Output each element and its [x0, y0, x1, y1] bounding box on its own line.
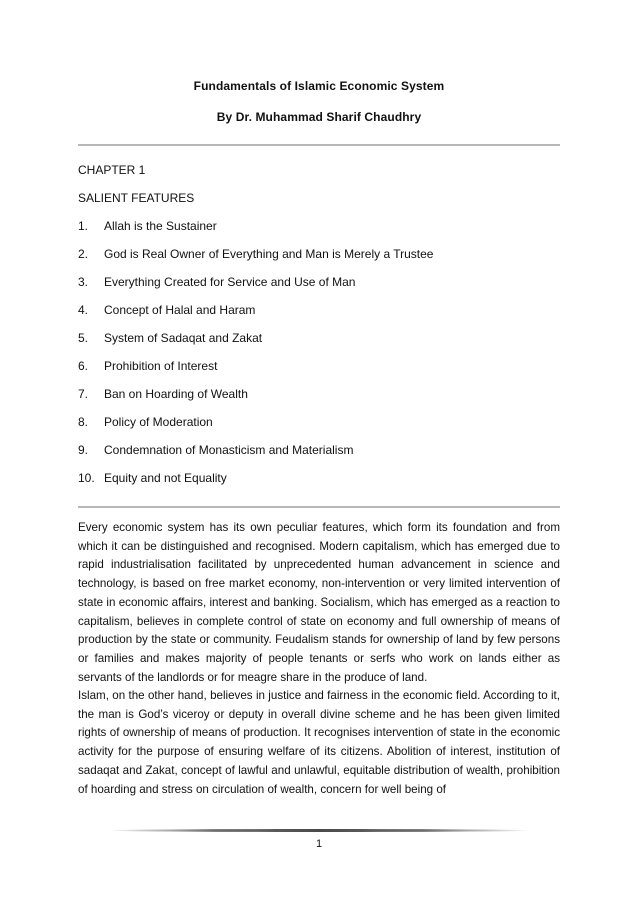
list-item-text: Ban on Hoarding of Wealth — [104, 387, 248, 401]
list-item-text: Prohibition of Interest — [104, 359, 218, 373]
list-item-number: 10. — [78, 471, 95, 485]
list-item — [78, 359, 560, 387]
document-author: By Dr. Muhammad Sharif Chaudhry — [216, 110, 422, 124]
body-paragraph-2: Islam, on the other hand, believes in justice and fairness in the economic field. According to it, the man is God’s viceroy or deputy in overall divine scheme and he has been given limited rights of ownership of means of production. It recognises intervention of state in the economic activity for the purpose of ensuring welfare of its citizens. Abolition of interest, institution of sadaqat and Zakat, concept of lawful and unlawful, equitable distribution of wealth, prohibition of hoarding and stress on circulation of wealth, concern for well being of — [78, 689, 560, 796]
list-item-text: Equity and not Equality — [104, 471, 227, 485]
middle-divider — [78, 506, 560, 508]
list-item-text: Allah is the Sustainer — [104, 219, 217, 233]
chapter-heading: SALIENT FEATURES — [78, 191, 195, 205]
list-item-number: 2. — [78, 247, 89, 261]
list-item-number: 4. — [78, 303, 89, 317]
list-item-text: Condemnation of Monasticism and Materialism — [104, 443, 354, 457]
list-item — [78, 443, 560, 471]
list-item — [78, 415, 560, 443]
list-item-number: 8. — [78, 415, 89, 429]
list-item-text: Everything Created for Service and Use of Man — [104, 275, 356, 289]
features-list — [78, 219, 560, 499]
list-item — [78, 219, 560, 247]
list-item-text: God is Real Owner of Everything and Man is Merely a Trustee — [104, 247, 434, 261]
page-number: 1 — [315, 838, 323, 850]
list-item — [78, 275, 560, 303]
list-item — [78, 247, 560, 275]
list-item — [78, 471, 560, 499]
list-item-text: Policy of Moderation — [104, 415, 213, 429]
list-item — [78, 387, 560, 415]
list-item-number: 3. — [78, 275, 89, 289]
list-item-number: 5. — [78, 331, 89, 345]
list-item-number: 9. — [78, 443, 89, 457]
chapter-label: CHAPTER 1 — [78, 163, 146, 177]
list-item-text: System of Sadaqat and Zakat — [104, 331, 263, 345]
list-item-number: 7. — [78, 387, 89, 401]
top-divider — [78, 144, 560, 146]
body-paragraph-1: Every economic system has its own peculiar features, which form its foundation and from which it can be distinguished and recognised. Modern capitalism, which has emerged due to rapid industrialisation facilitated by unprecedented human advancement in science and technology, is based on free market economy, non-intervention or very limited intervention of state in economic affairs, interest and banking. Socialism, which has emerged as a reaction to capitalism, believes in complete control of state on economy and full ownership of means of production by the state or community. Feudalism stands for ownership of land by few persons or families and makes majority of people tenants or serfs who work on lands either as servants of the landlords or for meagre share in the produce of land. — [78, 521, 560, 684]
list-item-number: 1. — [78, 219, 89, 233]
footer-divider — [106, 829, 532, 832]
list-item-number: 6. — [78, 359, 89, 373]
list-item — [78, 331, 560, 359]
list-item-text: Concept of Halal and Haram — [104, 303, 256, 317]
list-item — [78, 303, 560, 331]
document-title: Fundamentals of Islamic Economic System — [193, 79, 445, 93]
